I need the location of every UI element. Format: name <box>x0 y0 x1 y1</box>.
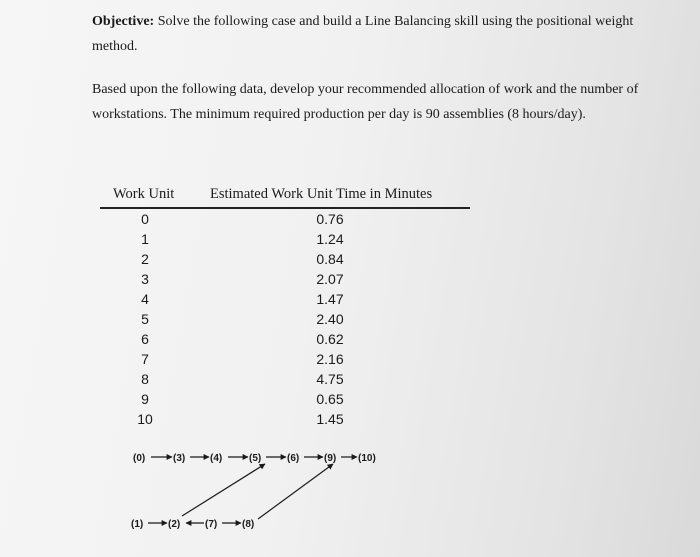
node-7: (7) <box>205 519 218 530</box>
work-unit-cell: 3 <box>141 271 149 287</box>
work-time-cell: 1.24 <box>316 231 344 247</box>
instructions-paragraph: Based upon the following data, develop your recommended allocation of work and the number of workstations. The minimum required production per day is 90 assemblies (8 hours/day). <box>92 82 639 122</box>
work-time-cell: 0.84 <box>316 251 344 267</box>
work-unit-cell: 2 <box>141 251 149 267</box>
node-9: (9) <box>324 453 337 464</box>
work-unit-cell: 8 <box>141 371 149 387</box>
work-unit-cell: 4 <box>141 291 149 307</box>
work-time-cell: 0.65 <box>316 391 344 407</box>
work-time-cell: 0.62 <box>316 331 344 347</box>
node-5: (5) <box>249 453 262 464</box>
node-8: (8) <box>242 519 255 530</box>
work-unit-cell: 5 <box>141 311 149 327</box>
node-0: (0) <box>133 453 146 464</box>
work-unit-cell: 9 <box>141 391 149 407</box>
work-unit-cell: 1 <box>141 231 149 247</box>
work-time-cell: 1.45 <box>316 411 344 427</box>
objective-text: Solve the following case and build a Line Balancing skill using the positional weight method. <box>92 14 634 54</box>
arrow-8-9 <box>258 464 333 519</box>
work-unit-cell: 0 <box>141 211 149 227</box>
node-6: (6) <box>287 453 300 464</box>
work-time-cell: 1.47 <box>316 291 344 307</box>
work-unit-cell: 6 <box>141 331 149 347</box>
work-time-cell: 0.76 <box>316 211 344 227</box>
work-time-cell: 4.75 <box>316 371 344 387</box>
node-4: (4) <box>210 453 223 464</box>
objective-label: Objective: <box>92 14 155 29</box>
work-unit-cell: 7 <box>141 351 149 367</box>
work-time-cell: 2.16 <box>316 351 344 367</box>
header-work-unit: Work Unit <box>113 186 175 202</box>
work-time-cell: 2.40 <box>316 311 344 327</box>
arrow-2-5 <box>182 464 265 516</box>
work-time-cell: 2.07 <box>316 271 344 287</box>
node-1: (1) <box>131 519 144 530</box>
node-2: (2) <box>168 519 181 530</box>
work-unit-cell: 10 <box>137 411 153 427</box>
header-work-unit-time: Estimated Work Unit Time in Minutes <box>210 186 433 202</box>
node-10: (10) <box>358 453 376 464</box>
node-3: (3) <box>173 453 186 464</box>
